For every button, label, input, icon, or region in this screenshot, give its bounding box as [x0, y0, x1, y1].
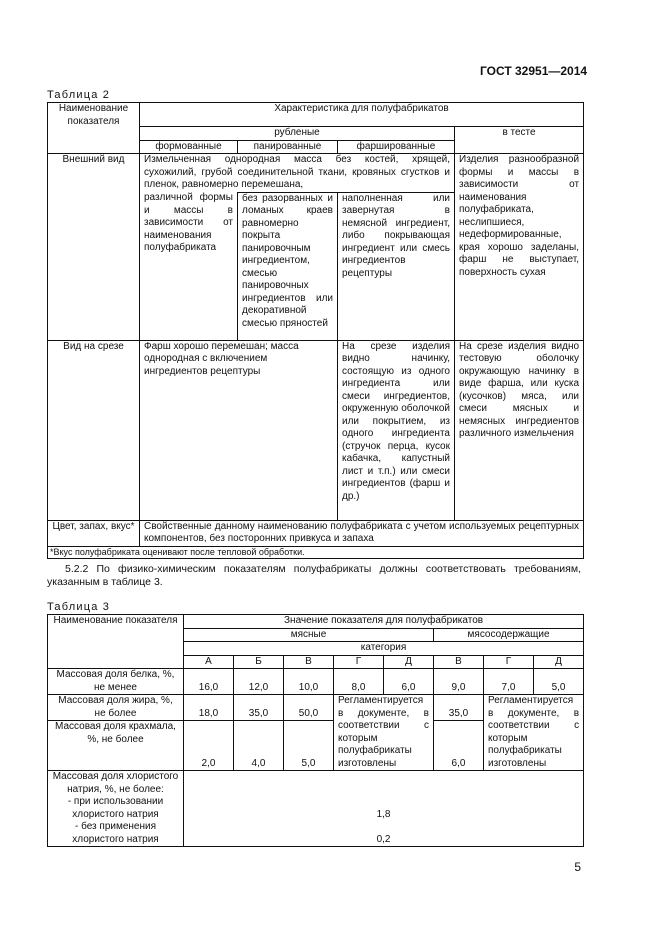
- table3-salt-without-value: 0,2: [184, 821, 584, 847]
- table3-starch-name: Массовая доля крахмала, %, не более: [48, 721, 184, 771]
- table2-breaded-header: панированные: [238, 140, 338, 154]
- table3-protein-value: 9,0: [434, 669, 484, 695]
- table3-regulated-meat-containing: Регламентируется в документе, в соответствии с которым полуфабрикаты изготовлены: [484, 695, 584, 771]
- table2-name-header: Наименование показателя: [48, 103, 140, 154]
- table3-protein-name: Массовая доля белка, %, не менее: [48, 669, 184, 695]
- table3-starch-value: 4,0: [234, 721, 284, 771]
- table2-appearance-common: Измельченная однородная масса без костей, хрящей, сухожилий, грубой соединительной ткани, кровяных сгустков и пленок, равномерно перемешана,: [140, 154, 455, 193]
- table3-caption: Таблица 3: [47, 601, 111, 613]
- table3: [47, 614, 584, 847]
- table3-cat-g: Г: [334, 655, 384, 669]
- table3-salt-without: - без применения хлористого натрия: [48, 821, 184, 847]
- table3-salt-blank: [184, 771, 584, 797]
- table3-cat-a: А: [184, 655, 234, 669]
- table3-regulated-meat: Регламентируется в документе, в соответствии с которым полуфабрикаты изготовлены: [334, 695, 434, 771]
- table2-appearance-formed: различной формы и массы в зависимости от наименования полуфабриката: [140, 192, 238, 340]
- table3-protein-value: 7,0: [484, 669, 534, 695]
- table2-cut-stuffed: На срезе изделия видно начинку, состоящую из одного ингредиента или смеси ингредиентов, окруженную оболочкой или покрытием, из одного ингредиента (стручок перца, кусок кабачка, капустный лист и т.п.) или смеси ингредиентов (фарш и др.): [338, 340, 455, 520]
- table3-category-header: категория: [184, 642, 584, 656]
- table3-salt-with-value: 1,8: [184, 796, 584, 821]
- table2-characteristic-header: Характеристика для полуфабрикатов: [140, 103, 584, 127]
- table3-salt-name: Массовая доля хлористого натрия, %, не более:: [48, 771, 184, 797]
- table3-meat-containing-header: мясосодержащие: [434, 628, 584, 642]
- page-number: 5: [574, 860, 581, 874]
- table3-protein-value: 12,0: [234, 669, 284, 695]
- table3-protein-value: 10,0: [284, 669, 334, 695]
- paragraph-5-2-2: 5.2.2 По физико-химическим показателям полуфабрикаты должны соответствовать требованиям, указанным в таблице 3.: [47, 563, 581, 588]
- table3-protein-value: 8,0: [334, 669, 384, 695]
- table2-appearance-breaded: без разорванных и ломаных краев равномерно покрыта панировочным ингредиентом, смесью панировочных ингредиентов или декоративной смесью пряностей: [238, 192, 338, 340]
- table3-salt-with: - при использовании хлористого натрия: [48, 796, 184, 821]
- table2-footnote: *Вкус полуфабриката оценивают после тепловой обработки.: [48, 546, 584, 558]
- table3-cat-d: Д: [384, 655, 434, 669]
- table3-starch-value: 5,0: [284, 721, 334, 771]
- table2-appearance-dough: Изделия разнообразной формы и массы в зависимости от наименования полуфабриката, неслипшиеся, недеформированные, края хорошо заделаны, фарш не выступает, поверхность сухая: [455, 154, 584, 341]
- table2: [47, 102, 584, 559]
- table3-meat-header: мясные: [184, 628, 434, 642]
- table2-chopped-header: рубленые: [140, 127, 455, 141]
- table2-color-name: Цвет, запах, вкус*: [48, 520, 140, 546]
- table3-value-header: Значение показателя для полуфабрикатов: [184, 615, 584, 629]
- table3-protein-value: 16,0: [184, 669, 234, 695]
- table3-fat-name: Массовая доля жира, %, не более: [48, 695, 184, 721]
- table2-cut-common: Фарш хорошо перемешан; масса однородная с включением ингредиентов рецептуры: [140, 340, 338, 520]
- table3-starch-value: 2,0: [184, 721, 234, 771]
- table2-color-value: Свойственные данному наименованию полуфабриката с учетом используемых рецептурных компонентов, без посторонних привкуса и запаха: [140, 520, 584, 546]
- table2-caption: Таблица 2: [47, 89, 111, 101]
- table2-cut-name: Вид на срезе: [48, 340, 140, 520]
- table3-name-header: Наименование показателя: [48, 615, 184, 669]
- table2-formed-header: формованные: [140, 140, 238, 154]
- table2-in-dough-header: в тесте: [455, 127, 584, 154]
- table3-starch-value: 6,0: [434, 721, 484, 771]
- table3-protein-value: 5,0: [534, 669, 584, 695]
- table3-cat-d2: Д: [534, 655, 584, 669]
- table2-appearance-name: Внешний вид: [48, 154, 140, 341]
- table3-fat-value: 35,0: [234, 695, 284, 721]
- table3-protein-value: 6,0: [384, 669, 434, 695]
- table2-stuffed-header: фаршированные: [338, 140, 455, 154]
- table3-cat-v: В: [284, 655, 334, 669]
- table3-fat-value: 35,0: [434, 695, 484, 721]
- table2-appearance-stuffed: наполненная или завернутая в немясной ингредиент, либо покрывающая ингредиент или смесь ингредиентов рецептуры: [338, 192, 455, 340]
- table3-fat-value: 50,0: [284, 695, 334, 721]
- table3-cat-v2: В: [434, 655, 484, 669]
- table3-cat-b: Б: [234, 655, 284, 669]
- table2-cut-dough: На срезе изделия видно тестовую оболочку окружающую начинку в виде фарша, или куска (кусочков) мяса, или смеси мясных и немясных ингредиентов различного измельчения: [455, 340, 584, 520]
- table3-cat-g2: Г: [484, 655, 534, 669]
- table3-fat-value: 18,0: [184, 695, 234, 721]
- standard-number: ГОСТ 32951—2014: [480, 64, 588, 78]
